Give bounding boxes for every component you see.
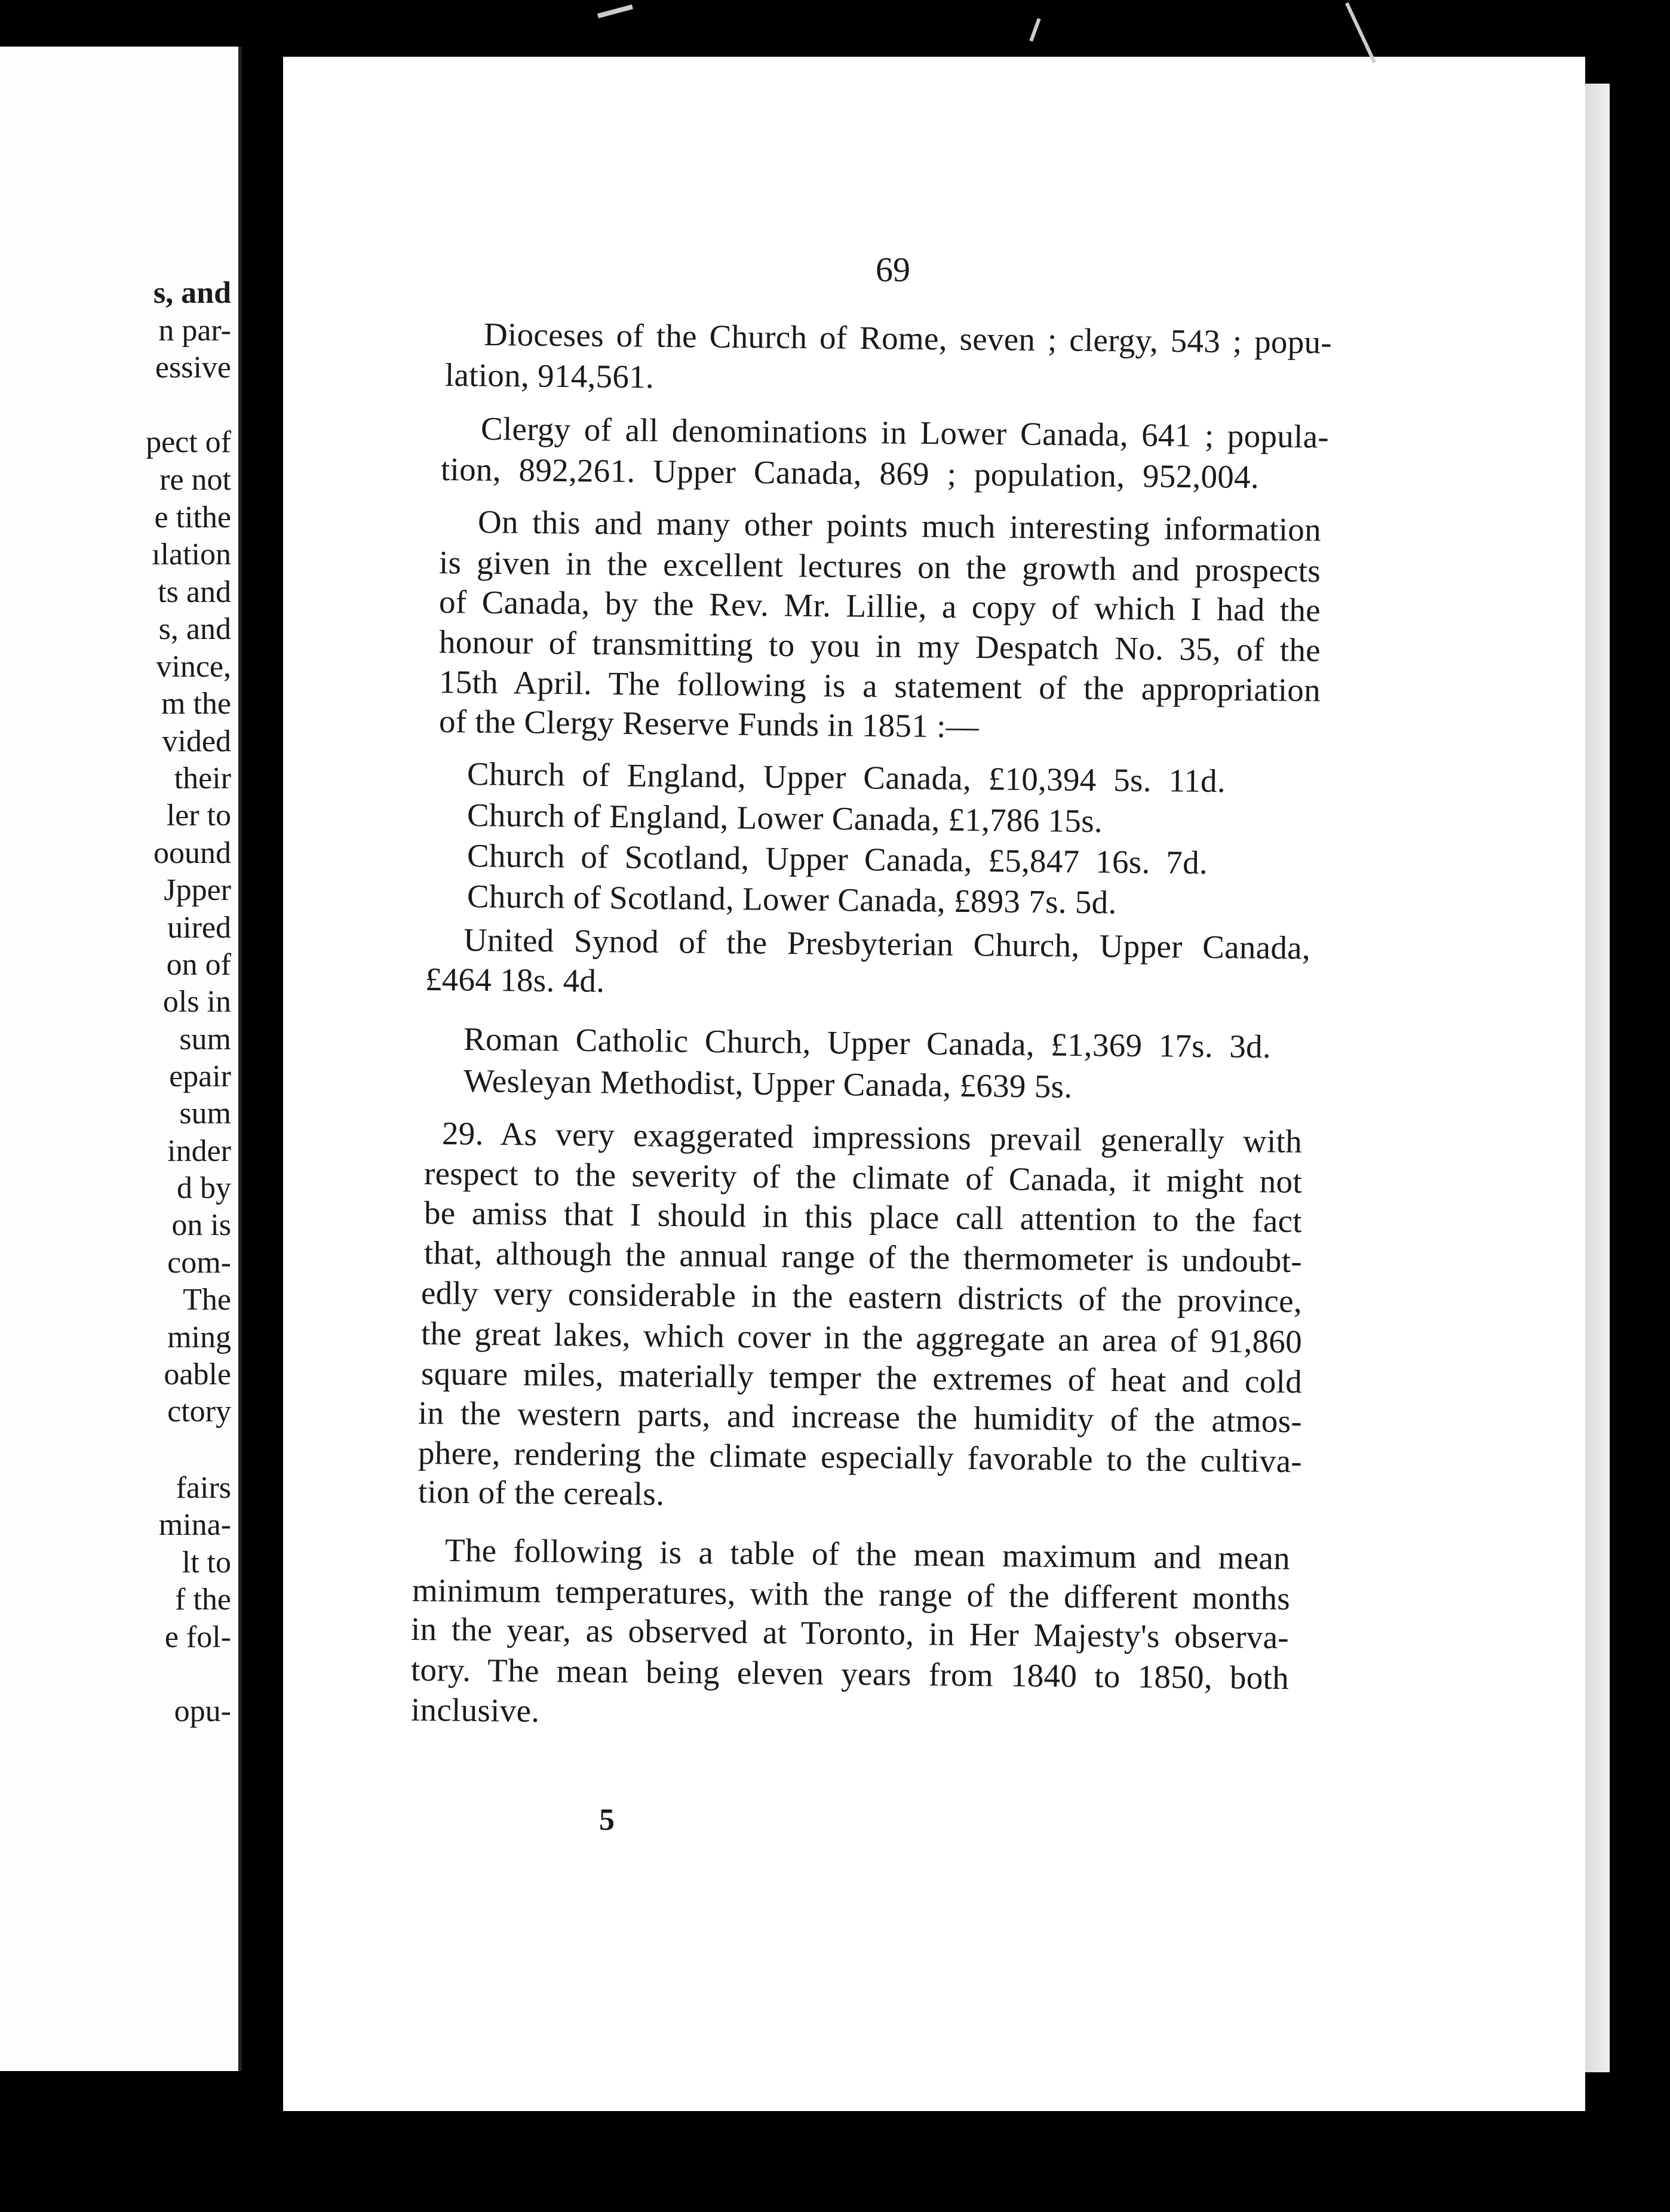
text-line: Dioceses of the Church of Rome, seven ; clergy, 543 ; popu- [483, 316, 1333, 361]
left-page-line: Jpper [164, 873, 231, 907]
left-page-line: s, and [153, 276, 231, 310]
scan-speck [1029, 18, 1040, 42]
left-page-line: e tithe [154, 500, 231, 534]
left-page-line: ols in [162, 985, 231, 1019]
text-line: lation, 914,561. [444, 357, 655, 395]
left-page-line: ler to [166, 798, 231, 832]
scan-speck [1345, 2, 1376, 63]
left-page-line: ctory [167, 1394, 231, 1428]
left-page-line: their [174, 761, 231, 795]
left-page-line: com- [167, 1246, 231, 1280]
left-page-line: re not [159, 463, 231, 497]
text-line: of the Clergy Reserve Funds in 1851 :— [438, 703, 980, 745]
text-line: Clergy of all denominations in Lower Canada, 641 ; popula- [480, 410, 1330, 455]
left-page-line: m the [161, 687, 231, 721]
text-line: The following is a table of the mean maximum and mean [444, 1532, 1291, 1577]
left-page-line: f the [175, 1583, 231, 1617]
text-line: tion of the cereals. [418, 1473, 665, 1512]
text-line: £464 18s. 4d. [425, 961, 605, 999]
left-page-line: d by [177, 1171, 231, 1205]
text-line: Church of England, Upper Canada, £10,394 5s. 11d. [466, 755, 1226, 800]
text-line: the great lakes, which cover in the aggregate an area of 91,860 [420, 1315, 1303, 1360]
text-line: square miles, materially temper the extremes of heat and cold [420, 1355, 1303, 1400]
left-page-line: epair [169, 1059, 231, 1093]
left-page-line: lt to [182, 1546, 231, 1580]
text-line: Church of England, Lower Canada, £1,786 15s. [466, 797, 1103, 840]
text-line: 29. As very exaggerated impressions prevail generally with [441, 1115, 1303, 1160]
text-line: tory. The mean being eleven years from 1840 to 1850, both [410, 1651, 1290, 1697]
left-page-line: inder [167, 1134, 231, 1168]
text-line: United Synod of the Presbyterian Church, Upper Canada, [463, 921, 1311, 966]
text-line: be amiss that I should in this place call attention to the fact [423, 1194, 1303, 1240]
left-page-line: oable [164, 1357, 231, 1391]
left-page-line: vince, [156, 650, 231, 684]
text-line: tion, 892,261. Upper Canada, 869 ; population, 952,004. [440, 451, 1260, 496]
left-page-line: uired [167, 911, 231, 945]
left-page-line: n par- [158, 314, 231, 348]
text-line: Wesleyan Methodist, Upper Canada, £639 5s. [463, 1062, 1073, 1105]
text-line: On this and many other points much interesting information [477, 503, 1322, 548]
left-page-line: e fol- [164, 1620, 231, 1654]
text-line: of Canada, by the Rev. Mr. Lillie, a copy of which I had the [438, 583, 1321, 629]
left-facing-page [0, 47, 242, 2071]
left-page-line: The [183, 1283, 231, 1317]
text-line: 15th April. The following is a statement of the appropriation [438, 663, 1321, 709]
text-line: in the western parts, and increase the humidity of the atmos- [418, 1394, 1303, 1440]
left-page-line: oound [154, 836, 231, 870]
text-line: inclusive. [410, 1691, 540, 1729]
text-line: phere, rendering the climate especially favorable to the cultiva- [418, 1434, 1303, 1480]
text-line: that, although the annual range of the thermometer is undoubt- [423, 1234, 1303, 1280]
text-line: honour of transmitting to you in my Despatch No. 35, of the [438, 623, 1321, 669]
text-line: edly very considerable in the eastern districts of the province, [420, 1274, 1303, 1320]
text-line: Church of Scotland, Lower Canada, £893 7s. 5d. [466, 878, 1117, 921]
scan-speck [597, 4, 633, 18]
text-line: respect to the severity of the climate of Canada, it might not [423, 1155, 1303, 1200]
left-page-line: sum [179, 1096, 231, 1130]
left-page-line: ming [167, 1320, 231, 1354]
left-page-gutter [238, 47, 242, 2071]
left-page-line: vided [162, 724, 231, 758]
page-number: 69 [876, 250, 910, 289]
left-page-line: sum [179, 1022, 231, 1056]
left-page-line: fairs [176, 1471, 231, 1505]
left-page-line: opu- [174, 1694, 231, 1728]
left-page-line: ts and [158, 575, 231, 609]
left-page-line: ılation [152, 537, 231, 572]
left-page-line: s, and [158, 612, 231, 646]
left-page-line: mina- [158, 1508, 231, 1542]
left-page-line: on of [166, 948, 231, 982]
text-line: is given in the excellent lectures on the growth and prospects [438, 544, 1321, 589]
text-line: in the year, as observed at Toronto, in Her Majesty's observa- [410, 1611, 1290, 1656]
signature-mark: 5 [599, 1803, 615, 1837]
left-page-line: on is [171, 1208, 231, 1242]
text-line: minimum temperatures, with the range of the different months [412, 1572, 1291, 1617]
text-line: Church of Scotland, Upper Canada, £5,847 16s. 7d. [466, 837, 1208, 881]
text-line: Roman Catholic Church, Upper Canada, £1,369 17s. 3d. [463, 1021, 1272, 1065]
left-page-line: pect of [146, 425, 231, 459]
left-page-line: essive [155, 351, 231, 385]
